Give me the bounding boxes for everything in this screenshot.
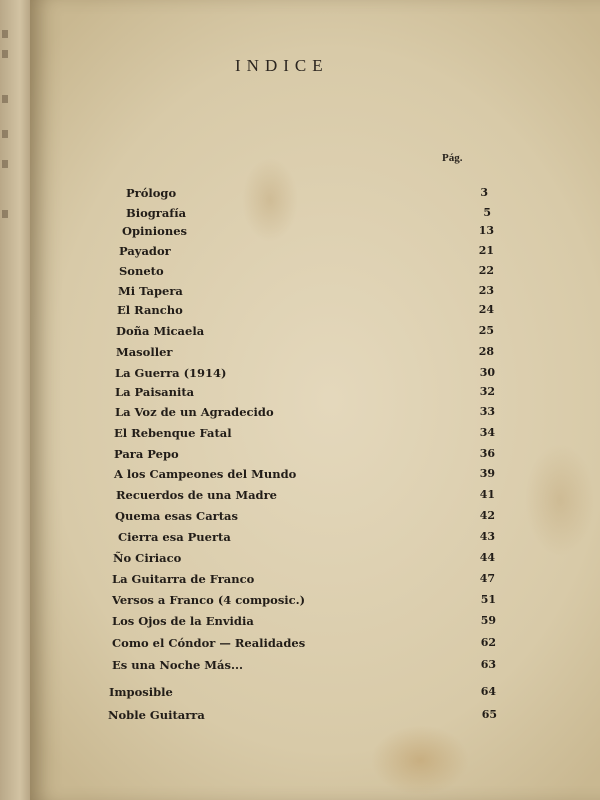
page-column-header: Pág. [442,152,463,164]
toc-entry-page-number: 3 [480,186,488,199]
toc-entry-page-number: 62 [480,636,496,649]
toc-entry-page-number: 51 [480,593,496,606]
toc-entry-page-number: 24 [478,303,494,316]
toc-entry-page-number: 43 [479,530,495,543]
toc-entry-title: La Guerra (1914) [115,366,227,380]
toc-entry-title: Imposible [109,685,173,699]
toc-entry-page-number: 64 [480,685,496,698]
toc-entry-page-number: 39 [479,467,495,480]
toc-entry-title: La Voz de un Agradecido [115,405,274,419]
toc-entry-title: A los Campeones del Mundo [114,467,297,481]
toc-entry-title: Soneto [119,264,164,278]
toc-entry-page-number: 30 [479,366,495,379]
toc-entry-page-number: 21 [478,244,494,257]
toc-entry-page-number: 59 [480,614,496,627]
toc-entry-title: El Rancho [117,303,183,317]
toc-entry-title: Doña Micaela [116,324,205,338]
toc-entry-title: Prólogo [126,186,177,200]
toc-entry-page-number: 23 [478,284,494,297]
toc-entry-page-number: 5 [483,206,491,219]
toc-entry-title: Quema esas Cartas [115,509,238,523]
toc-entry-page-number: 47 [479,572,495,585]
toc-entry-title: La Paisanita [115,385,195,399]
previous-page-text-fragment [2,160,8,168]
toc-entry-page-number: 32 [479,385,495,398]
toc-entry-page-number: 44 [479,551,495,564]
toc-entry-title: Los Ojos de la Envidia [112,614,254,628]
toc-entry-title: Recuerdos de una Madre [116,488,277,502]
toc-entry-page-number: 28 [478,345,494,358]
toc-entry-title: Es una Noche Más... [112,658,243,672]
toc-entry-title: Biografía [126,206,187,220]
toc-entry-title: El Rebenque Fatal [114,426,232,440]
previous-page-text-fragment [2,95,8,103]
toc-entry-page-number: 65 [481,708,497,721]
toc-entry-title: Cierra esa Puerta [118,530,231,544]
toc-entry-page-number: 13 [478,224,494,237]
toc-entry-title: Versos a Franco (4 composic.) [112,593,306,607]
previous-page-text-fragment [2,50,8,58]
toc-entry-title: Ño Ciriaco [113,551,182,565]
toc-entry-title: Noble Guitarra [108,708,205,722]
previous-page-text-fragment [2,210,8,218]
toc-entry-page-number: 33 [479,405,495,418]
toc-entry-title: Payador [119,244,171,258]
index-title: INDICE [235,56,329,75]
previous-page-text-fragment [2,30,8,38]
toc-entry-page-number: 42 [479,509,495,522]
toc-entry-title: Para Pepo [114,447,179,461]
toc-entry-page-number: 34 [479,426,495,439]
toc-entry-title: Masoller [116,345,173,359]
toc-entry-page-number: 22 [478,264,494,277]
toc-entry-title: Opiniones [122,224,187,238]
toc-entry-page-number: 25 [478,324,494,337]
toc-entry-title: La Guitarra de Franco [112,572,255,586]
toc-entry-title: Mi Tapera [118,284,183,298]
toc-entry-title: Como el Cóndor — Realidades [112,636,306,650]
toc-entry-page-number: 41 [479,488,495,501]
previous-page-text-fragment [2,130,8,138]
toc-entry-page-number: 63 [480,658,496,671]
toc-entry-page-number: 36 [479,447,495,460]
index-page [30,0,600,800]
